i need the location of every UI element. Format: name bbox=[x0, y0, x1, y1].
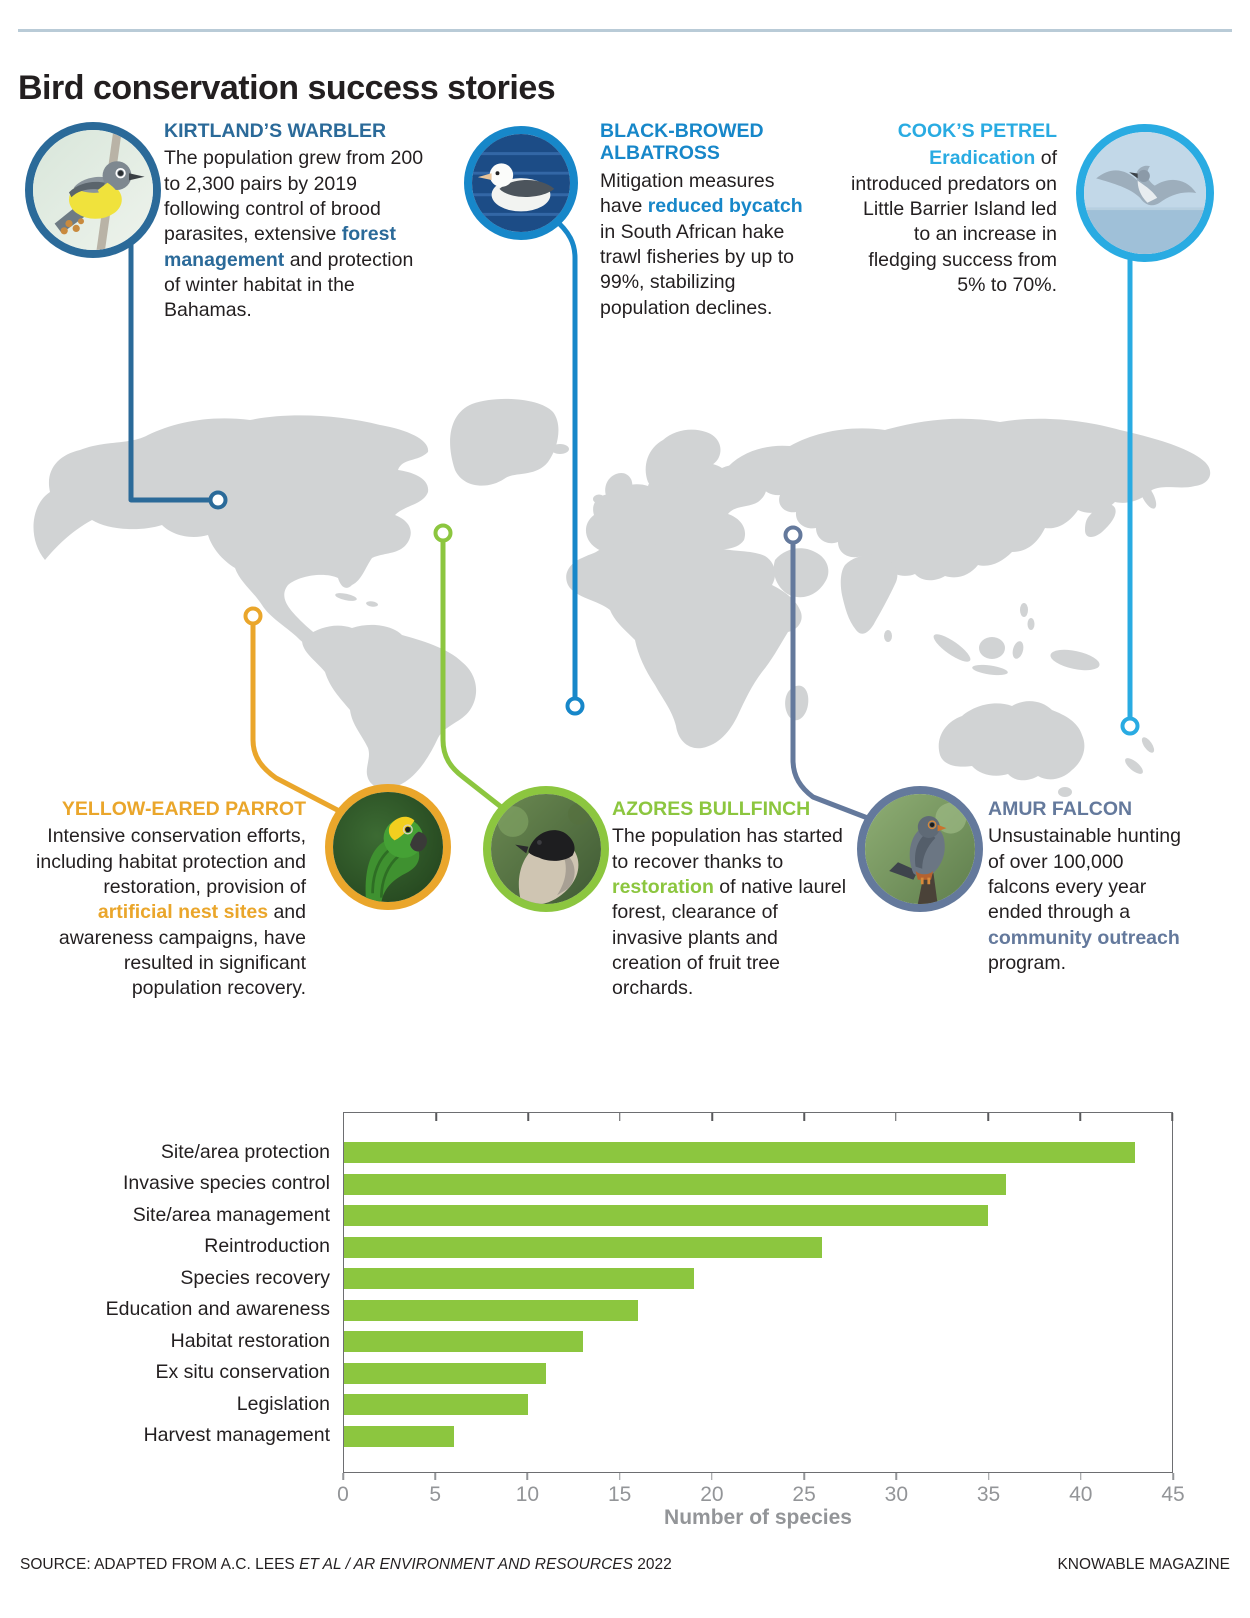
bar-label: Site/area protection bbox=[160, 1140, 330, 1163]
bar-label: Ex situ conservation bbox=[155, 1361, 330, 1383]
species-description-amur-falcon: Unsustainable hunting of over 100,000 falcons every year ended through a community outreach program. bbox=[988, 825, 1181, 975]
bar bbox=[344, 1205, 988, 1226]
species-block-kirtlands-warbler bbox=[164, 120, 426, 324]
connector-black-browed-albatross bbox=[553, 218, 575, 698]
species-block-black-browed-albatross bbox=[600, 120, 812, 321]
bar bbox=[344, 1237, 822, 1258]
species-block-azores-bullfinch bbox=[612, 798, 852, 1002]
kirtlands-warbler-photo bbox=[25, 122, 161, 258]
bar bbox=[344, 1142, 1135, 1163]
black-browed-albatross-photo bbox=[464, 126, 578, 240]
species-description-cooks-petrel: Eradication of introduced predators on Little Barrier Island led to an increase in fledging success from 5% to 70%. bbox=[851, 147, 1057, 297]
species-description-azores-bullfinch: The population has started to recover thanks to restoration of native laurel forest, clearance of invasive plants and creation of fruit tree orchards. bbox=[612, 825, 847, 1000]
axis-tick-top bbox=[895, 1113, 897, 1121]
source-year: 2022 bbox=[632, 1556, 672, 1573]
bar-label: Education and awareness bbox=[105, 1298, 330, 1320]
bar-label: Habitat restoration bbox=[170, 1329, 330, 1352]
bar-label: Legislation bbox=[236, 1392, 330, 1415]
yellow-eared-parrot-photo bbox=[325, 784, 451, 910]
species-block-cooks-petrel bbox=[843, 120, 1057, 298]
axis-tick-label: 5 bbox=[429, 1483, 442, 1506]
source-prefix: SOURCE: ADAPTED FROM A.C. LEES bbox=[20, 1556, 300, 1573]
black-browed-albatross-illustration bbox=[472, 134, 570, 232]
kirtlands-warbler-illustration bbox=[33, 130, 153, 250]
axis-tick-bottom bbox=[1172, 1473, 1174, 1480]
axis-tick-bottom bbox=[711, 1473, 713, 1480]
species-name-amur-falcon: AMUR FALCON bbox=[988, 798, 1133, 820]
bar-chart-x-axis-title: Number of species bbox=[664, 1506, 852, 1529]
publisher-credit: KNOWABLE MAGAZINE bbox=[1057, 1556, 1230, 1573]
connector-yellow-eared-parrot bbox=[253, 623, 345, 814]
azores-bullfinch-illustration bbox=[491, 794, 601, 904]
bar bbox=[344, 1426, 454, 1447]
species-description-kirtlands-warbler: The population grew from 200 to 2,300 pairs by 2019 following control of brood parasites, extensive forest management and protection of winter habitat in the Bahamas. bbox=[164, 147, 424, 322]
axis-tick-bottom bbox=[342, 1473, 344, 1480]
connector-amur-falcon bbox=[793, 542, 878, 822]
axis-tick-label: 0 bbox=[337, 1483, 349, 1506]
bar-label: Species recovery bbox=[180, 1266, 330, 1289]
axis-tick-bottom bbox=[803, 1473, 805, 1480]
species-name-black-browed-albatross: BLACK-BROWED ALBATROSS bbox=[600, 120, 764, 165]
bar bbox=[344, 1300, 638, 1321]
amur-falcon-illustration bbox=[865, 794, 975, 904]
yellow-eared-parrot-illustration bbox=[333, 792, 443, 902]
cooks-petrel-illustration bbox=[1084, 132, 1206, 254]
bar bbox=[344, 1268, 694, 1289]
axis-tick-top bbox=[527, 1113, 529, 1121]
map-marker-cooks-petrel bbox=[1123, 719, 1138, 734]
axis-tick-top bbox=[1171, 1113, 1173, 1121]
bar bbox=[344, 1363, 546, 1384]
axis-tick-bottom bbox=[434, 1473, 436, 1480]
cooks-petrel-photo bbox=[1076, 124, 1214, 262]
bar bbox=[344, 1331, 583, 1352]
source-credit bbox=[20, 1556, 672, 1574]
world-map-continents bbox=[34, 399, 1211, 797]
species-block-yellow-eared-parrot bbox=[30, 798, 306, 1002]
axis-tick-label: 35 bbox=[976, 1483, 1001, 1506]
species-description-black-browed-albatross: Mitigation measures have reduced bycatch in South African hake trawl fisheries by up to 99%, stabilizing population declines. bbox=[600, 169, 803, 319]
source-reference-italic: ET AL / AR ENVIRONMENT AND RESOURCES bbox=[299, 1556, 633, 1573]
species-description-yellow-eared-parrot: Intensive conservation efforts, including habitat protection and restoration, provision of artificial nest sites and awareness campaigns, have resulted in significant population recovery. bbox=[36, 825, 306, 1000]
axis-tick-label: 15 bbox=[607, 1483, 632, 1506]
axis-tick-label: 45 bbox=[1161, 1483, 1185, 1506]
bar-label: Invasive species control bbox=[122, 1172, 330, 1194]
bar bbox=[344, 1174, 1006, 1195]
axis-tick-top bbox=[435, 1113, 437, 1121]
map-marker-black-browed-albatross bbox=[568, 699, 583, 714]
bar-label: Harvest management bbox=[143, 1424, 330, 1446]
bar bbox=[344, 1394, 528, 1415]
species-name-azores-bullfinch: AZORES BULLFINCH bbox=[612, 798, 811, 820]
species-name-cooks-petrel: COOK’S PETREL bbox=[897, 120, 1057, 142]
axis-tick-label: 20 bbox=[700, 1483, 724, 1506]
bar-chart-plot bbox=[343, 1112, 1173, 1473]
bar-chart-labels bbox=[40, 1112, 330, 1473]
connector-azores-bullfinch bbox=[443, 540, 505, 810]
axis-tick-bottom bbox=[1080, 1473, 1082, 1480]
top-rule bbox=[18, 29, 1232, 32]
species-block-amur-falcon bbox=[988, 798, 1190, 976]
species-name-kirtlands-warbler: KIRTLAND’S WARBLER bbox=[164, 120, 387, 142]
bar-label: Reintroduction bbox=[204, 1235, 330, 1257]
axis-tick-top bbox=[619, 1113, 621, 1121]
map-marker-yellow-eared-parrot bbox=[246, 609, 261, 624]
axis-tick-label: 25 bbox=[792, 1483, 816, 1506]
axis-tick-bottom bbox=[619, 1473, 621, 1480]
axis-tick-top bbox=[987, 1113, 989, 1121]
map-marker-amur-falcon bbox=[786, 528, 801, 543]
amur-falcon-photo bbox=[857, 786, 983, 912]
axis-tick-top bbox=[711, 1113, 713, 1121]
axis-tick-bottom bbox=[988, 1473, 990, 1480]
axis-tick-label: 10 bbox=[515, 1483, 540, 1506]
axis-tick-bottom bbox=[527, 1473, 529, 1480]
azores-bullfinch-photo bbox=[483, 786, 609, 912]
species-name-yellow-eared-parrot: YELLOW-EARED PARROT bbox=[61, 798, 306, 820]
map-marker-azores-bullfinch bbox=[436, 526, 451, 541]
axis-tick-label: 40 bbox=[1069, 1483, 1093, 1506]
bar-label: Site/area management bbox=[132, 1203, 330, 1226]
axis-tick-top bbox=[803, 1113, 805, 1121]
map-marker-kirtlands-warbler bbox=[211, 493, 226, 508]
axis-tick-label: 30 bbox=[884, 1483, 909, 1506]
page-title: Bird conservation success stories bbox=[18, 68, 556, 107]
axis-tick-top bbox=[1079, 1113, 1081, 1121]
axis-tick-bottom bbox=[896, 1473, 898, 1480]
